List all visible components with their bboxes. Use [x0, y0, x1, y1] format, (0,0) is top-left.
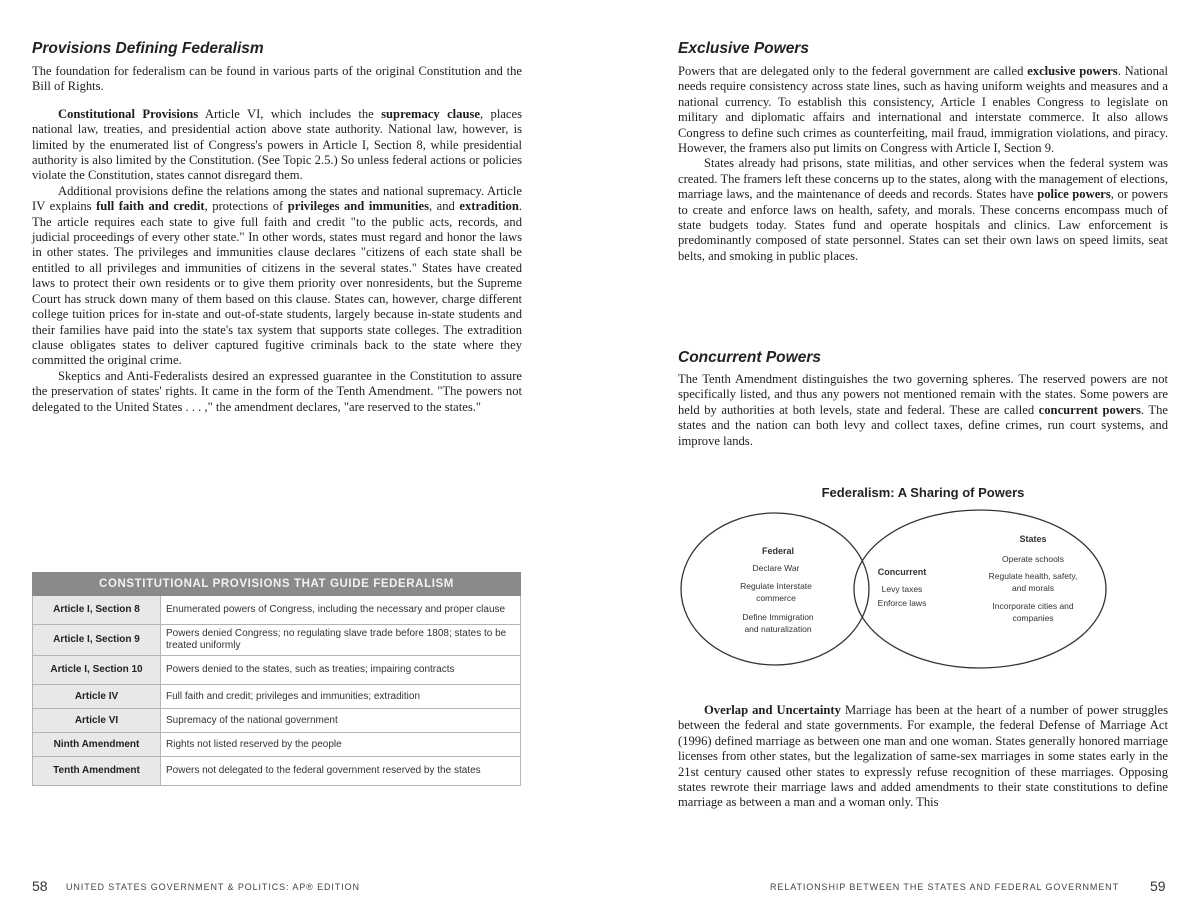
row-text: Enumerated powers of Congress, including the necessary and proper clause [161, 596, 521, 625]
row-label: Article VI [33, 709, 161, 733]
row-label: Article IV [33, 685, 161, 709]
table-title: CONSTITUTIONAL PROVISIONS THAT GUIDE FEDERALISM [33, 573, 521, 596]
text-run: Marriage has been at the heart of a number of power struggles between the federal and state governments. For example, the federal Defense of Marriage Act (1996) defined marriage as between one man and one woman. States generally honored marriage licenses from other states, but the legalization of same-sex marriages in some states early in the 21st century caused other states to expressly refuse recognition of these marriages. Opposing states rewrote their marriage laws and added amendments to their state constitutions to define marriage as between a man and a woman only. This [678, 703, 1169, 810]
text-run: . National needs require consistency across state lines, such as having uniform weights and measures and a national currency. To establish this consistency, Article I enables Congress to legislate on military and diplomatic affairs and international and interstate commerce. It also allows Congress to define such crimes as counterfeiting, mail fraud, immigration violations, and piracy. However, the framers also put limits on Congress with Article I, Section 9. [678, 64, 1168, 156]
row-text: Full faith and credit; privileges and immunities; extradition [161, 685, 521, 709]
key-term: supremacy clause [381, 106, 480, 121]
section-heading-exclusive-powers: Exclusive Powers [678, 40, 809, 57]
federal-item: commerce [756, 593, 796, 603]
row-text: Powers denied to the states, such as treaties; impairing contracts [161, 656, 521, 685]
text-run: , places national law, treaties, and presidential action above state authority. National law, however, is limited by the enumerated list of Congress's powers in Article I, Section 8, while presidential authority is also limited by the Constitution. (See Topic 2.5.) So unless federal actions or policies violate the Constitution, states cannot disregard them. [32, 106, 522, 183]
key-term: privileges and immunities [287, 199, 429, 214]
table-row [33, 709, 521, 733]
text-run: Powers that are delegated only to the federal government are called [678, 64, 1028, 78]
concurrent-label: Concurrent [877, 567, 927, 577]
tenth-amendment-paragraph: Skeptics and Anti-Federalists desired an expressed guarantee in the Constitution to assure the preservation of states' rights. It came in the form of the Tenth Amendment. "The powers not delegated to the United States . . . ," the amendment declares, "are reserved to the states." [32, 368, 522, 414]
additional-provisions-paragraph [32, 184, 522, 369]
federal-item: Declare War [752, 563, 800, 573]
row-label: Article I, Section 10 [33, 656, 161, 685]
text-run: The Tenth Amendment distinguishes the two governing spheres. The reserved powers are not specifically listed, and thus any powers not mentioned remain with the states. Some powers are held by authorities at both levels, state and federal. These are called [678, 372, 1168, 417]
row-text: Rights not listed reserved by the people [161, 733, 521, 757]
section-heading-provisions: Provisions Defining Federalism [32, 40, 264, 57]
table-row [33, 757, 521, 786]
federal-label: Federal [761, 546, 795, 556]
key-term: exclusive powers [1027, 64, 1118, 78]
row-text: Powers denied Congress; no regulating slave trade before 1808; states to be treated uniformly [161, 625, 521, 656]
text-run: . The states and the nation can both levy and collect taxes, define crimes, run court systems, and improve lands. [678, 402, 1168, 448]
page-number-left: 58 [32, 878, 48, 894]
federal-item: Define Immigration [742, 612, 814, 622]
text-run: States already had prisons, state militias, and other services when the federal system was created. The framers left these concerns up to the states, along with the management of elections, marriage laws, and the maintenance of deeds and records. States have [678, 156, 1168, 202]
running-head-right: RELATIONSHIP BETWEEN THE STATES AND FEDERAL GOVERNMENT [770, 882, 1119, 892]
states-item: Operate schools [1002, 554, 1064, 564]
police-powers-paragraph [678, 156, 1168, 264]
text-run: , and [429, 199, 460, 214]
venn-diagram-title: Federalism: A Sharing of Powers [821, 485, 1025, 500]
concurrent-powers-text [678, 372, 1168, 449]
key-term: extradition [459, 199, 519, 214]
table-row [33, 656, 521, 685]
section-heading-concurrent-powers: Concurrent Powers [678, 349, 821, 366]
table-row [33, 625, 521, 656]
states-item: Incorporate cities and [992, 601, 1074, 611]
row-text: Supremacy of the national government [161, 709, 521, 733]
exclusive-powers-paragraph [678, 64, 1168, 156]
text-run: Article VI, which includes the [198, 106, 382, 121]
federal-item: Regulate Interstate [740, 581, 812, 591]
concurrent-item: Levy taxes [881, 584, 923, 594]
paragraph-lead: Constitutional Provisions [58, 106, 199, 121]
row-text: Powers not delegated to the federal government reserved by the states [161, 757, 521, 786]
row-label: Tenth Amendment [33, 757, 161, 786]
row-label: Ninth Amendment [33, 733, 161, 757]
text-run: , protections of [204, 199, 288, 214]
intro-paragraph: The foundation for federalism can be found in various parts of the original Constitution and the Bill of Rights. [32, 64, 522, 94]
running-head-left: UNITED STATES GOVERNMENT & POLITICS: AP® EDITION [66, 882, 360, 892]
venn-diagram [678, 505, 1168, 680]
states-item: and morals [1011, 583, 1055, 593]
exclusive-powers-text [678, 64, 1168, 264]
text-run: Additional provisions define the relations among the states and national supremacy. Article IV explains [32, 183, 522, 214]
text-run: , or powers to create and enforce laws on health, safety, and morals. These concerns encompass much of state budgets today. States fund and operate hospitals and clinics. Law enforcement is predominantly composed of state personnel. States can set their own laws on speed limits, seat belts, and smoking in public places. [678, 187, 1168, 263]
text-run: . The article requires each state to give full faith and credit "to the public acts, records, and judicial proceedings of every other state." In other words, states must regard and honor the laws in other states. The privileges and immunities clause declares "citizens of each state shall be entitled to all privileges and immunities of citizens in the several states." States have created laws to protect their own residents or to give them priority over nonresidents, but the Supreme Court has struck down many of them based on this clause. States can, however, charge different college tuition prices for in-state and out-of-state students, largely because in-state students and their families have paid into the state's tax system that supports state colleges. The extradition clause obligates states to deliver captured fugitive criminals back to the state where they committed the original crime. [32, 199, 522, 368]
constitutional-provisions-paragraph [32, 107, 522, 184]
concurrent-powers-paragraph [678, 372, 1168, 449]
concurrent-item: Enforce laws [877, 598, 927, 608]
federal-item: and naturalization [744, 624, 812, 634]
row-label: Article I, Section 8 [33, 596, 161, 625]
paragraph-lead: Overlap and Uncertainty [704, 703, 841, 717]
overlap-text [678, 703, 1168, 811]
overlap-uncertainty-paragraph [678, 703, 1168, 811]
left-body-text [32, 64, 522, 415]
key-term: police powers [1037, 187, 1111, 202]
states-item: companies [1012, 613, 1054, 623]
table-row [33, 596, 521, 625]
states-item: Regulate health, safety, [988, 571, 1078, 581]
provisions-table [32, 572, 521, 786]
page-number-right: 59 [1150, 878, 1166, 894]
key-term: concurrent powers [1038, 402, 1141, 417]
states-label: States [1019, 534, 1047, 544]
table-row [33, 685, 521, 709]
row-label: Article I, Section 9 [33, 625, 161, 656]
key-term: full faith and credit [96, 199, 205, 214]
table-row [33, 733, 521, 757]
